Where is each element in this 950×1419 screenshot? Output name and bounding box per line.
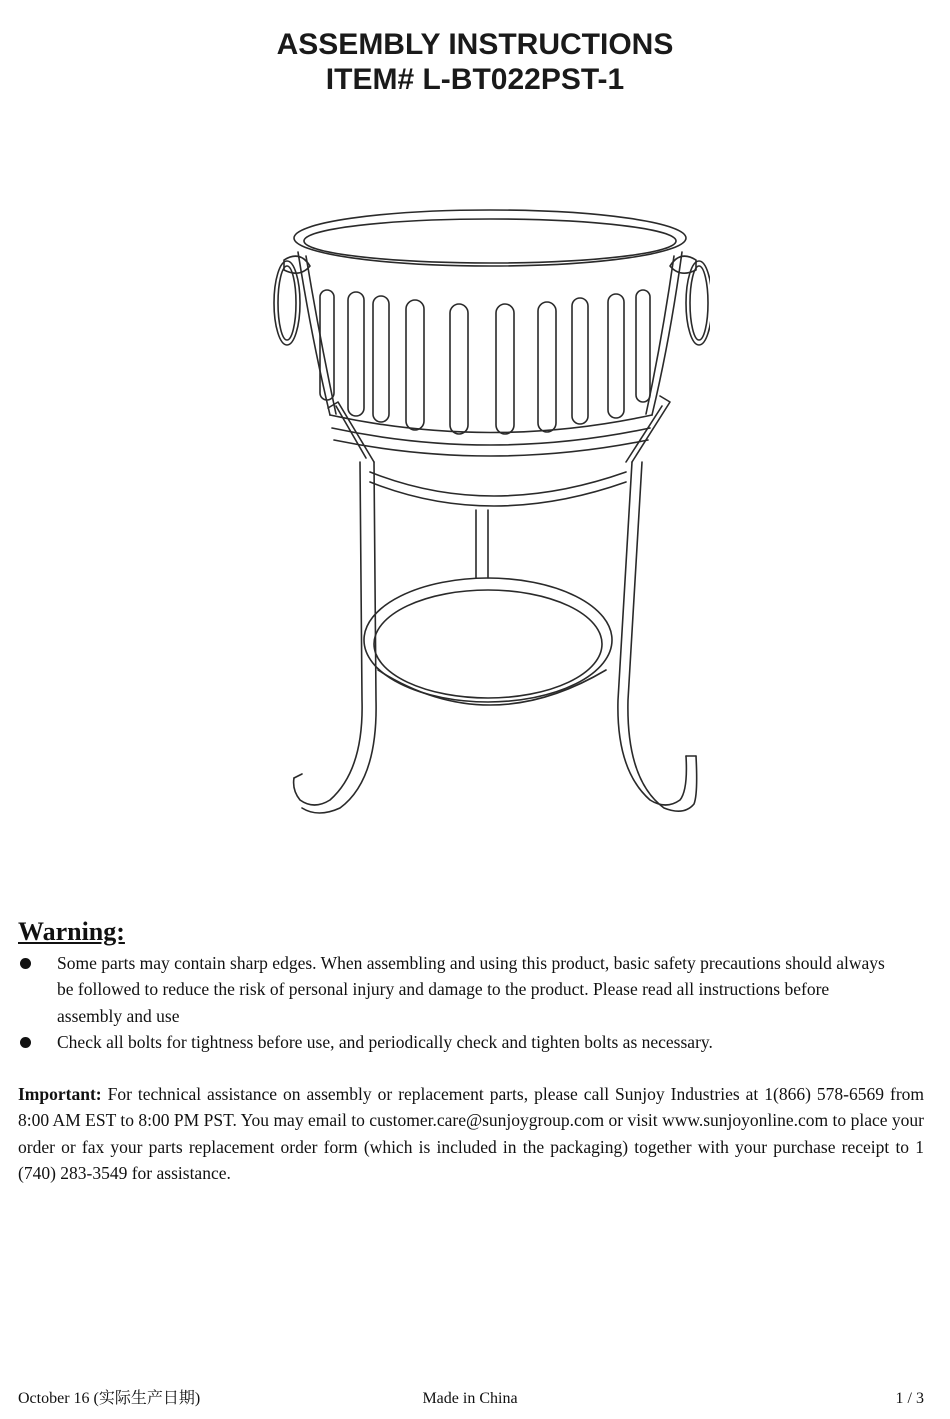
warning-text: Some parts may contain sharp edges. When assembling and using this product, basic safety precautions should always be followed to reduce the risk of personal injury and damage to the product. Please read all instructions before assembly and use bbox=[57, 953, 885, 1026]
document-title: ASSEMBLY INSTRUCTIONS bbox=[276, 28, 674, 61]
item-number: ITEM# L-BT022PST-1 bbox=[325, 63, 625, 96]
bullet-icon bbox=[20, 1037, 31, 1048]
beverage-tub-on-stand-icon bbox=[270, 200, 710, 830]
warning-heading: Warning: bbox=[18, 917, 125, 946]
list-item bbox=[18, 950, 898, 1029]
footer-date: October 16 (实际生产日期) bbox=[18, 1390, 201, 1407]
important-notice bbox=[18, 1081, 924, 1186]
page-number: 1 / 3 bbox=[895, 1390, 924, 1407]
important-text: For technical assistance on assembly or replacement parts, please call Sunjoy Industries at 1(866) 578-6569 from 8:00 AM EST to 8:00 PM PST. You may email to customer.care@sunjoygroup.com or visit www.sunjoyonline.com to place your order or fax your parts replacement order form (which is included in the packaging) together with your purchase receipt to 1 (740) 283-3549 for assistance. bbox=[18, 1084, 925, 1183]
warning-text: Check all bolts for tightness before use, and periodically check and tighten bolts as necessary. bbox=[57, 1031, 713, 1052]
important-label: Important: bbox=[18, 1084, 102, 1104]
list-item bbox=[18, 1029, 898, 1055]
bullet-icon bbox=[20, 958, 31, 969]
warning-list bbox=[18, 950, 898, 1055]
footer-origin: Made in China bbox=[422, 1390, 518, 1407]
